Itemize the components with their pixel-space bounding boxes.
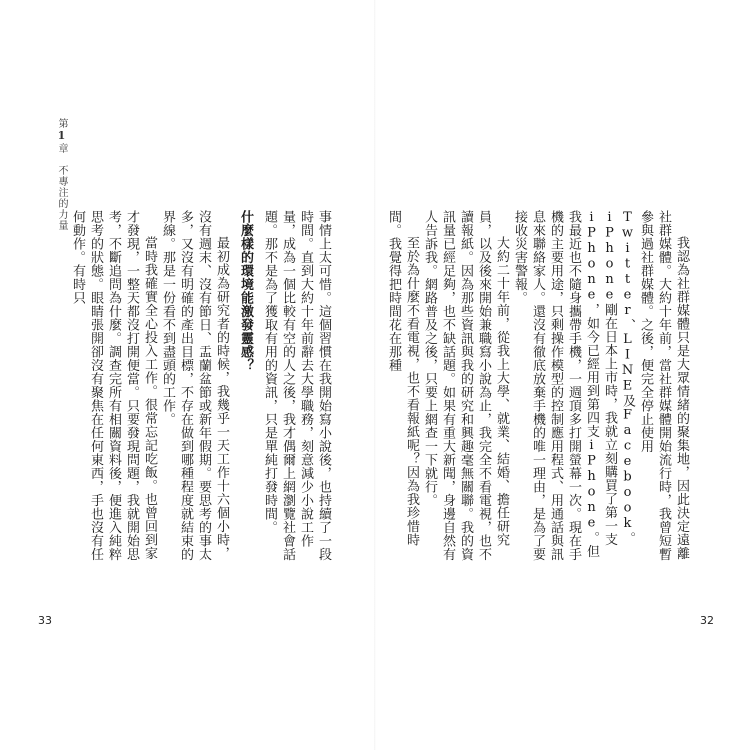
left-page-text xyxy=(72,210,332,570)
chapter-suffix: 章 xyxy=(56,143,67,154)
left-paragraph-2: 當時我確實全心投入工作。很常忘記吃飯。也曾回到家才發現，一整天都沒打開便當。只要發現問題，我就開始思考，不斷追問為什麼。調查完所有相關資料後，便進入純粹思考的狀態。眼睛張開卻沒有聚焦在任何東西，手也沒有任何動作。有時只 xyxy=(70,210,157,561)
section-subheading: 什麼樣的環境能激發靈感？ xyxy=(238,210,253,372)
chapter-prefix: 第 xyxy=(56,118,67,129)
page-number-right: 32 xyxy=(700,614,714,627)
right-page-text xyxy=(386,210,690,570)
left-continuation: 事情上太可惜。這個習慣在我開始寫小說後，也持續了一段時間。直到大約十年前辭去大學職務，刻意減少小說工作量，成為一個比較有空的人之後，我才偶爾上網瀏覽社會話題。那不是為了獲取有用的資訊，只是單純打發時間。 xyxy=(262,210,331,561)
right-paragraph-1: 我認為社群媒體只是大眾情緒的聚集地，因此決定遠離社群媒體。大約十年前，當社群媒體開始流行時，我曾短暫參與過社群媒體。之後，便完全停止使用Twitter、LINE及Facebook。iPhone剛在日本上市時，我就立刻購買了第一支iPhone，如今已經用到第四支iPhone。但我最近也不隨身攜帶手機，一週頂多打開螢幕一次。現在手機的主要用途，只剩操作模型的控制應用程式、用通話與訊息來聯絡家人。還沒有徹底放棄手機的唯一理由，是為了要接收災害警報。 xyxy=(512,210,689,561)
left-paragraph-1: 最初成為研究者的時候，我幾乎一天工作十六個小時，沒有週末、沒有節日、盂蘭盆節或新年假期。要思考的事太多，又沒有明確的產出目標，不存在做到哪種程度就結束的界線。那是一份看不到盡頭的工作。 xyxy=(160,210,229,561)
page-number-left: 33 xyxy=(38,614,52,627)
page-gutter xyxy=(374,0,376,750)
chapter-number: 1 xyxy=(55,129,68,143)
chapter-title: 不專注的力量 xyxy=(56,165,67,231)
right-paragraph-3: 至於為什麼不看電視，也不看報紙呢？因為我珍惜時間。我覺得把時間花在那種 xyxy=(386,210,419,547)
running-header xyxy=(54,118,69,231)
right-paragraph-2: 大約二十年前，從我上大學、就業、結婚、擔任研究員，以及後來開始兼職寫小說為止，我完全不看電視，也不讀報紙。因為那些資訊與我的研究和興趣毫無關聯。我的資訊量已經足夠，也不缺話題。如果有重大新聞，身邊自然有人告訴我。網路普及之後，只要上網查一下就行。 xyxy=(422,210,509,561)
